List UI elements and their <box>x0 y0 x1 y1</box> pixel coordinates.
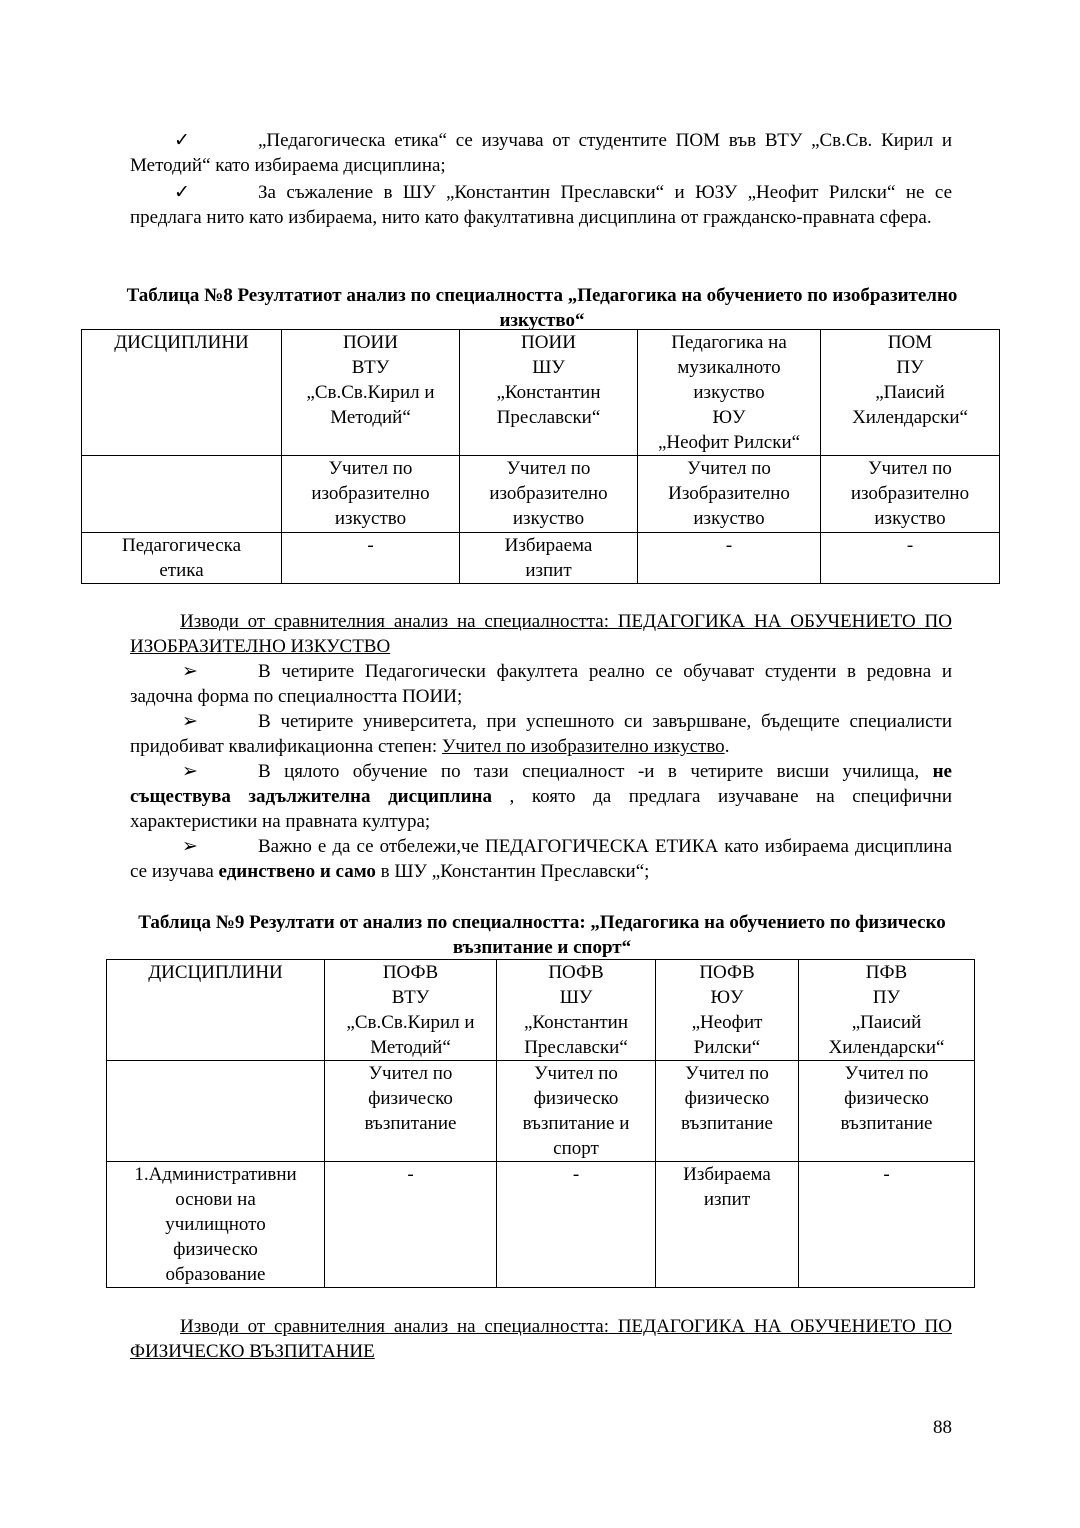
table-cell: - <box>325 1162 497 1288</box>
column-header: ДИСЦИПЛИНИ <box>107 960 325 1061</box>
column-header: ПОМ ПУ „Паисий Хилендарски“ <box>821 330 1000 456</box>
arrow-bullet-icon: ➢ <box>182 836 198 857</box>
conclusion-item: ➢ В четирите университета, при успешното си завършване, бъдещите специалисти придобиват квалификационна степен: Учител по изобразително изкуство. <box>130 711 952 757</box>
table9-caption: Таблица №9 Резултати от анализ по специалността: „Педагогика на обучението по физическо възпитание и спорт“ <box>138 912 946 958</box>
column-header: ПФВ ПУ „Паисий Хилендарски“ <box>799 960 975 1061</box>
arrow-bullet-icon: ➢ <box>182 711 198 732</box>
column-header: ПОФВ ЮУ „Неофит Рилски“ <box>656 960 799 1061</box>
checkmark-icon: ✓ <box>174 130 190 151</box>
conclusion-item: ➢ Важно е да се отбележи,че ПЕДАГОГИЧЕСКА ЕТИКА като избираема дисциплина се изучава единствено и само в ШУ „Константин Преславски“; <box>130 836 952 882</box>
table-cell: Педагогическа етика <box>82 533 282 584</box>
column-header: ПОИИ ВТУ „Св.Св.Кирил и Методий“ <box>282 330 460 456</box>
bullet-text: За съжаление в ШУ „Константин Преславски“ и ЮЗУ „Неофит Рилски“ не се предлага нито като избираема, нито като факултативна дисциплина от гражданско-правната сфера. <box>130 182 952 228</box>
table-cell: - <box>497 1162 656 1288</box>
table-cell: Учител по изобразително изкуство <box>821 456 1000 533</box>
bullet-paragraph <box>130 128 952 178</box>
bullet-text: „Педагогическа етика“ се изучава от студентите ПОМ във ВТУ „Св.Св. Кирил и Методий“ като избираема дисциплина; <box>130 130 952 176</box>
table9 <box>106 959 975 1288</box>
conclusion-item: ➢ В четирите Педагогически факултета реално се обучават студенти в редовна и задочна форма по специалността ПОИИ; <box>130 661 952 707</box>
bullet-paragraph <box>130 180 952 230</box>
table-cell: Учител по изобразително изкуство <box>460 456 638 533</box>
arrow-bullet-icon: ➢ <box>182 661 198 682</box>
conclusions-heading: Изводи от сравнителния анализ на специалността: ПЕДАГОГИКА НА ОБУЧЕНИЕТО ПО ИЗОБРАЗИТЕЛНО ИЗКУСТВО <box>130 611 952 657</box>
column-header: ПОИИ ШУ „Константин Преславски“ <box>460 330 638 456</box>
table-cell: 1.Административни основи на училищното физическо образование <box>107 1162 325 1288</box>
table-cell: Учител по физическо възпитание <box>656 1061 799 1162</box>
column-header: ПОФВ ШУ „Константин Преславски“ <box>497 960 656 1061</box>
table-cell: Учител по физическо възпитание и спорт <box>497 1061 656 1162</box>
page-number: 88 <box>933 1417 952 1438</box>
arrow-bullet-icon: ➢ <box>182 761 198 782</box>
table-row <box>82 330 1000 456</box>
table-cell: Избираема изпит <box>460 533 638 584</box>
conclusions-heading: Изводи от сравнителния анализ на специалността: ПЕДАГОГИКА НА ОБУЧЕНИЕТО ПО ФИЗИЧЕСКО ВЪЗПИТАНИЕ <box>130 1316 952 1362</box>
table-cell: Учител по физическо възпитание <box>799 1061 975 1162</box>
table-cell: Учител по Изобразително изкуство <box>638 456 821 533</box>
column-header: ПОФВ ВТУ „Св.Св.Кирил и Методий“ <box>325 960 497 1061</box>
table-cell <box>82 456 282 533</box>
conclusion-item: ➢ В цялото обучение по тази специалност -и в четирите висши училища, не съществува задължителна дисциплина , която да предлага изучаване на специфични характеристики на правната култура; <box>130 761 952 832</box>
table8 <box>81 329 1000 584</box>
table-cell: Учител по изобразително изкуство <box>282 456 460 533</box>
table-row <box>82 456 1000 533</box>
checkmark-icon: ✓ <box>174 182 190 203</box>
column-header: ДИСЦИПЛИНИ <box>82 330 282 456</box>
table-row <box>82 533 1000 584</box>
table-cell: - <box>821 533 1000 584</box>
table-cell: - <box>799 1162 975 1288</box>
table-row <box>107 1061 975 1162</box>
table8-caption: Таблица №8 Резултатиот анализ по специалността „Педагогика на обучението по изобразително изкуство“ <box>126 285 958 331</box>
table-row <box>107 960 975 1061</box>
table-cell <box>107 1061 325 1162</box>
table-cell: Избираема изпит <box>656 1162 799 1288</box>
table-cell: - <box>638 533 821 584</box>
column-header: Педагогика на музикалното изкуство ЮУ „Неофит Рилски“ <box>638 330 821 456</box>
table-cell: Учител по физическо възпитание <box>325 1061 497 1162</box>
table-cell: - <box>282 533 460 584</box>
table-row <box>107 1162 975 1288</box>
